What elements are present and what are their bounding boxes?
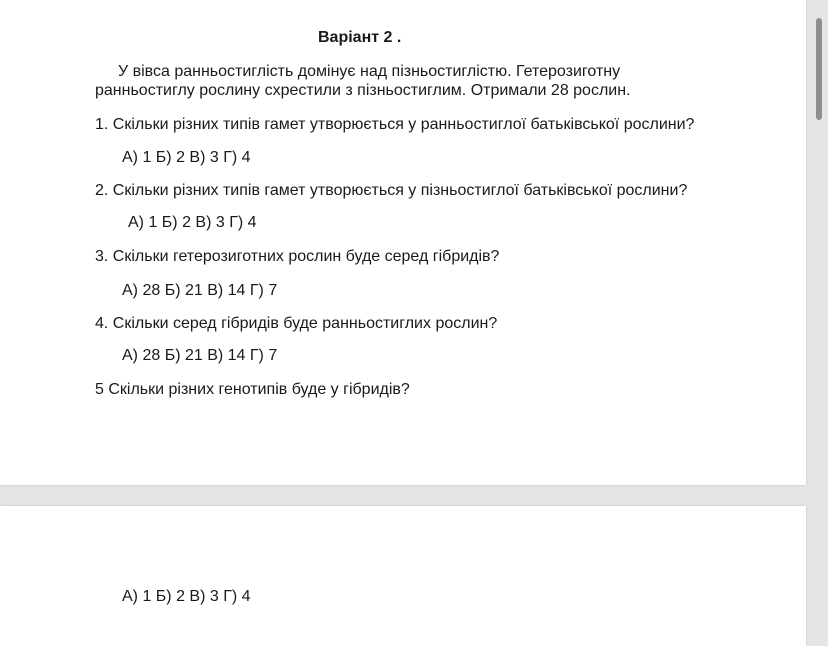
page-2-answers: А) 1 Б) 2 В) 3 Г) 4 <box>122 588 251 605</box>
question-5: 5 Скільки різних генотипів буде у гібридів? <box>95 381 410 398</box>
question-2-answers: А) 1 Б) 2 В) 3 Г) 4 <box>128 214 257 231</box>
question-4: 4. Скільки серед гібридів буде ранньостиглих рослин? <box>95 315 498 332</box>
question-3-answers: А) 28 Б) 21 В) 14 Г) 7 <box>122 282 278 299</box>
page-title: Варіант 2 . <box>318 29 402 46</box>
intro-line-1: У вівса ранньостиглість домінує над пізньостиглістю. Гетерозиготну <box>118 63 621 80</box>
question-3: 3. Скільки гетерозиготних рослин буде серед гібридів? <box>95 248 500 265</box>
intro-line-2: ранньостиглу рослину схрестили з пізньостиглим. Отримали 28 рослин. <box>95 82 631 99</box>
question-2: 2. Скільки різних типів гамет утворюється у пізньостиглої батьківської рослини? <box>95 182 688 199</box>
question-4-answers: А) 28 Б) 21 В) 14 Г) 7 <box>122 347 278 364</box>
question-1-answers: А) 1 Б) 2 В) 3 Г) 4 <box>122 149 251 166</box>
question-1: 1. Скільки різних типів гамет утворюється у ранньостиглої батьківської рослини? <box>95 116 695 133</box>
document-page-2 <box>0 506 806 646</box>
scrollbar-thumb[interactable] <box>816 18 822 120</box>
